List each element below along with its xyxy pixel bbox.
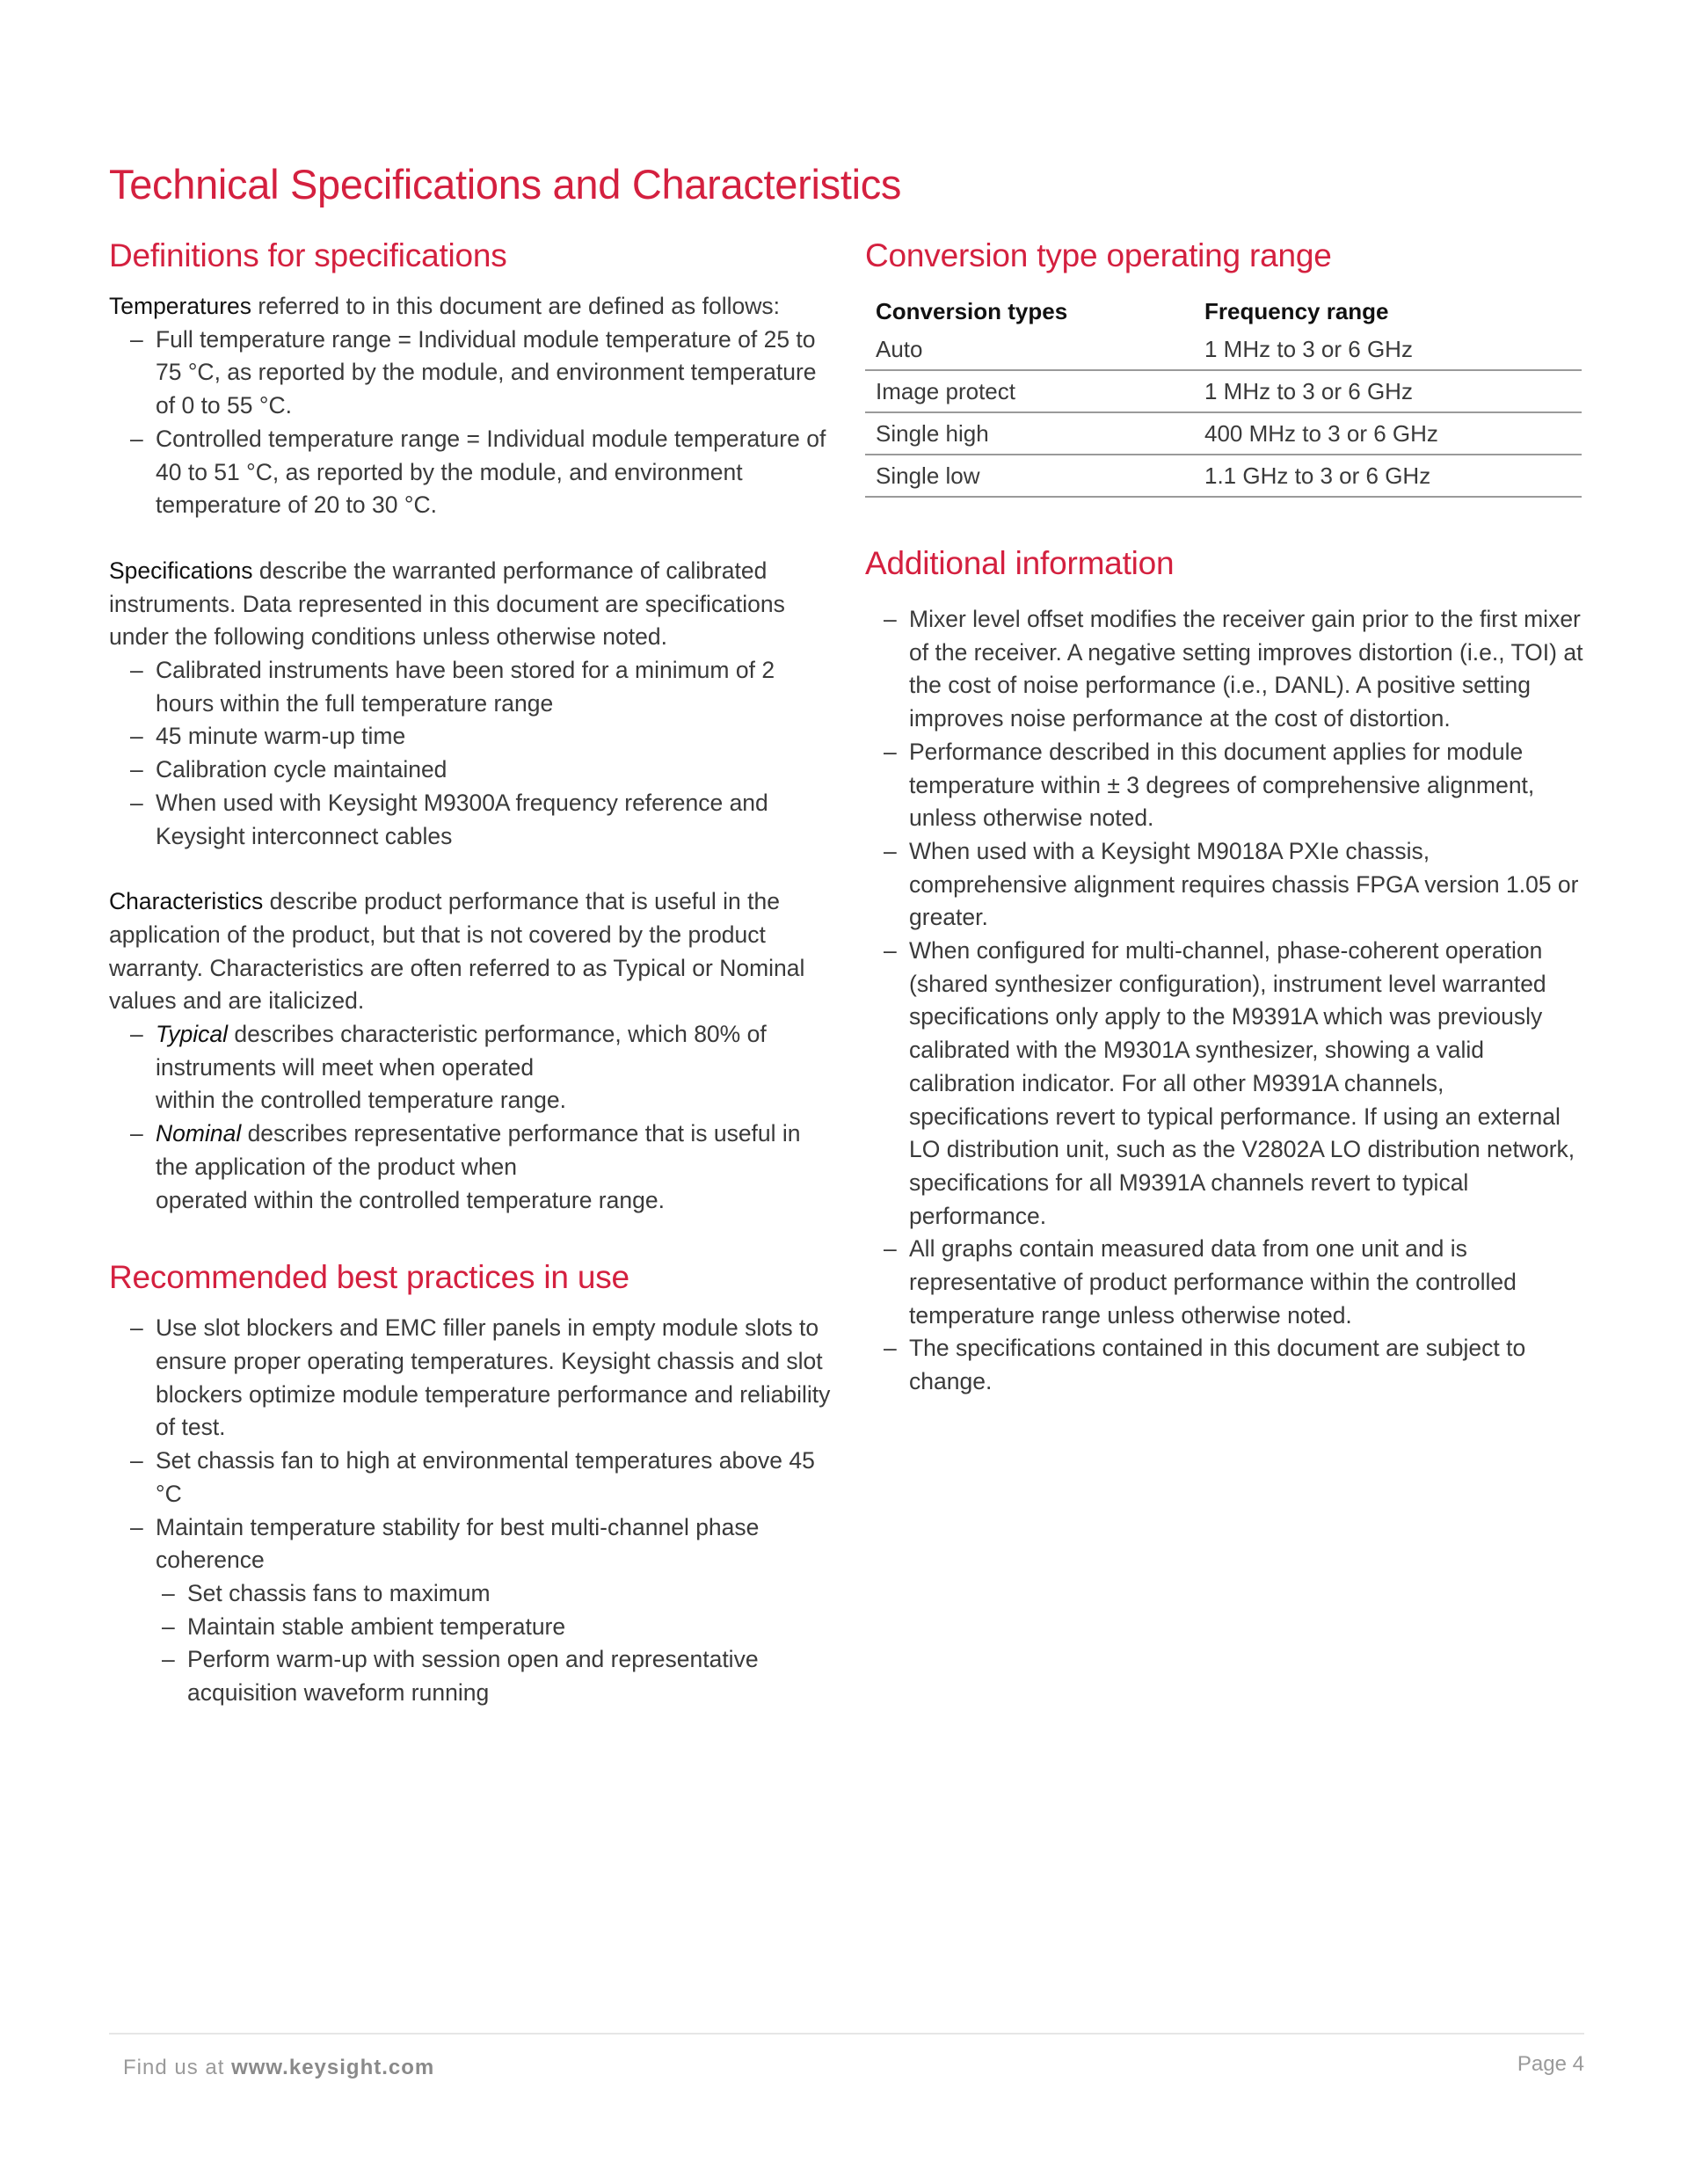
typical-term: Typical <box>156 1021 228 1048</box>
column-header-frequency-range: Frequency range <box>1204 297 1389 324</box>
specifications-lead: Specifications <box>109 557 253 584</box>
footer-find-us <box>123 2056 434 2080</box>
temperatures-list <box>109 324 839 522</box>
list-item <box>156 1117 839 1217</box>
list-item: – Calibration cycle maintained <box>156 753 839 787</box>
characteristics-list <box>109 1018 839 1217</box>
typical-text: describes characteristic performance, which 80% of instruments will meet when operated <box>156 1021 767 1081</box>
temperatures-lead: Temperatures <box>109 293 252 319</box>
list-item-text: Maintain temperature stability for best multi-channel phase coherence <box>156 1513 760 1574</box>
additional-heading: Additional information <box>865 545 1175 581</box>
conversion-type-cell: Single high <box>865 412 1194 455</box>
list-item: – All graphs contain measured data from one unit and is representative of product performance within the controlled temperature range unless otherwise noted. <box>909 1233 1586 1332</box>
list-item: – Set chassis fan to high at environmental temperatures above 45 °C <box>156 1445 839 1511</box>
conversion-type-cell: Auto <box>865 329 1194 370</box>
nominal-text-2: operated within the controlled temperature range. <box>156 1186 665 1213</box>
list-item: – The specifications contained in this document are subject to change. <box>909 1332 1586 1398</box>
frequency-range-cell: 1 MHz to 3 or 6 GHz <box>1194 370 1582 412</box>
specifications-paragraph <box>109 555 839 654</box>
footer-find-us-text: Find us at <box>123 2056 232 2079</box>
nominal-text: describes representative performance that is useful in the application of the product when <box>156 1120 801 1180</box>
table-row <box>865 329 1582 370</box>
list-item <box>156 1511 839 1710</box>
specifications-text: describe the warranted performance of calibrated instruments. Data represented in this document are specifications under the following conditions unless otherwise noted. <box>109 557 785 651</box>
list-item: – Use slot blockers and EMC filler panels in empty module slots to ensure proper operating temperatures. Keysight chassis and slot blockers optimize module temperature performance and reliability of test. <box>156 1312 839 1445</box>
list-item: – Mixer level offset modifies the receiver gain prior to the first mixer of the receiver. A negative setting improves distortion (i.e., TOI) at the cost of noise performance (i.e., DANL). A positive setting improves noise performance at the cost of distortion. <box>909 603 1586 736</box>
page-title: Technical Specifications and Characteristics <box>109 161 902 207</box>
list-item: – 45 minute warm-up time <box>156 720 839 753</box>
frequency-range-cell: 1.1 GHz to 3 or 6 GHz <box>1194 455 1582 497</box>
additional-list <box>865 603 1586 1399</box>
temperatures-paragraph <box>109 290 839 324</box>
sub-list-item: – Maintain stable ambient temperature <box>187 1611 839 1644</box>
characteristics-paragraph <box>109 885 839 1018</box>
footer-url-link[interactable]: www.keysight.com <box>231 2056 435 2079</box>
nominal-term: Nominal <box>156 1120 242 1147</box>
characteristics-text: describe product performance that is useful in the application of the product, but that is not covered by the product warranty. Characteristics are often referred to as Typical or Nominal values and are italicized. <box>109 888 805 1015</box>
characteristics-lead: Characteristics <box>109 888 264 915</box>
conversion-type-cell: Image protect <box>865 370 1194 412</box>
list-item: – When used with a Keysight M9018A PXIe chassis, comprehensive alignment requires chassis FPGA version 1.05 or greater. <box>909 835 1586 935</box>
table-header-row <box>865 290 1582 329</box>
best-practices-list <box>109 1312 839 1709</box>
frequency-range-cell: 400 MHz to 3 or 6 GHz <box>1194 412 1582 455</box>
list-item: – Performance described in this document applies for module temperature within ± 3 degrees of comprehensive alignment, unless otherwise noted. <box>909 736 1586 835</box>
table-row <box>865 370 1582 412</box>
left-column <box>109 237 839 1710</box>
frequency-range-cell: 1 MHz to 3 or 6 GHz <box>1194 329 1582 370</box>
page-number: Page 4 <box>1517 2052 1584 2076</box>
sub-list-item: – Set chassis fans to maximum <box>187 1577 839 1611</box>
definitions-heading: Definitions for specifications <box>109 237 507 273</box>
list-item: – Calibrated instruments have been stored for a minimum of 2 hours within the full temperature range <box>156 654 839 720</box>
conversion-heading: Conversion type operating range <box>865 237 1332 273</box>
list-item: – When configured for multi-channel, phase-coherent operation (shared synthesizer configuration), instrument level warranted specifications only apply to the M9391A which was previously calibrated with the M9301A synthesizer, showing a valid calibration indicator. For all other M9391A channels, specifications revert to typical performance. If using an external LO distribution unit, such as the V2802A LO distribution network, specifications for all M9391A channels revert to typical performance. <box>909 935 1586 1233</box>
table-row <box>865 455 1582 497</box>
typical-text-2: within the controlled temperature range. <box>156 1087 566 1114</box>
sub-list-item: – Perform warm-up with session open and representative acquisition waveform running <box>187 1643 839 1709</box>
list-item: – When used with Keysight M9300A frequency reference and Keysight interconnect cables <box>156 787 839 853</box>
conversion-type-cell: Single low <box>865 455 1194 497</box>
temperatures-text: referred to in this document are defined as follows: <box>251 293 781 319</box>
list-item: – Full temperature range = Individual module temperature of 25 to 75 °C, as reported by the module, and environment temperature of 0 to 55 °C. <box>156 324 839 423</box>
list-item <box>156 1018 839 1117</box>
right-column <box>865 237 1586 1399</box>
specifications-list <box>109 654 839 853</box>
best-practices-sublist <box>156 1577 839 1710</box>
table-row <box>865 412 1582 455</box>
conversion-table <box>865 290 1582 498</box>
footer-divider <box>109 2033 1584 2035</box>
column-header-conversion-types: Conversion types <box>876 297 1068 324</box>
best-practices-heading: Recommended best practices in use <box>109 1259 629 1296</box>
list-item: – Controlled temperature range = Individual module temperature of 40 to 51 °C, as reported by the module, and environment temperature of 20 to 30 °C. <box>156 423 839 522</box>
